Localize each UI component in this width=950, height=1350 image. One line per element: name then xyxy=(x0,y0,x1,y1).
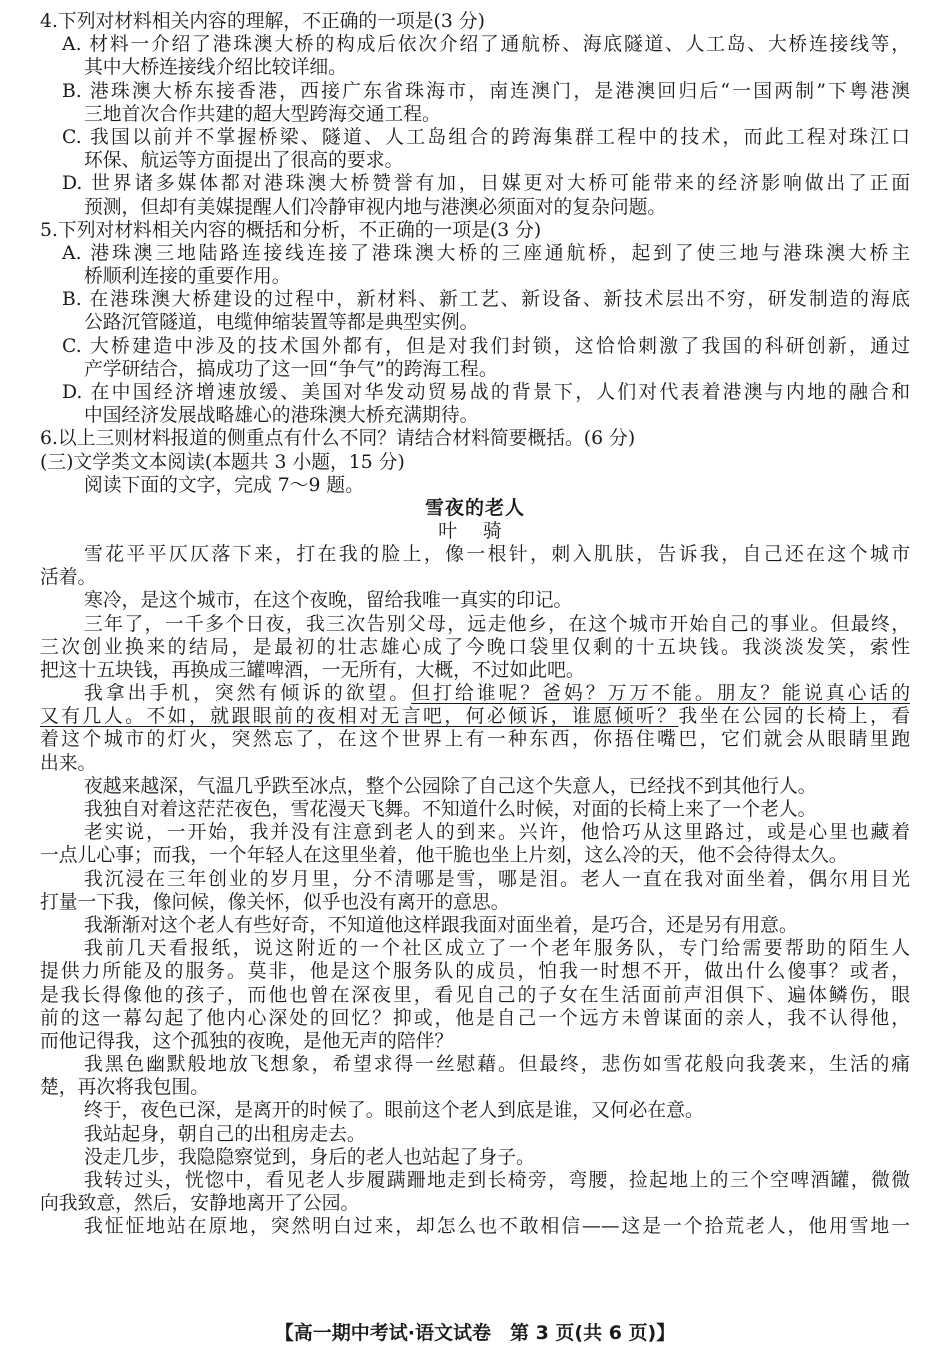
paragraph-line: 我转过头，恍惚中，看见老人步履蹒跚地走到长椅旁，弯腰，捡起地上的三个空啤酒罐，微微 xyxy=(84,1170,910,1191)
q5-option-c-line1: C. 大桥建造中涉及的技术国外都有，但是对我们封锁，这恰恰刺激了我国的科研创新，通过 xyxy=(62,335,910,357)
paragraph-line: 着这个城市的灯火，突然忘了，在这个世界上有一种东西，你捂住嘴巴，它们就会从眼睛里跑 xyxy=(40,729,910,751)
paragraph-line: 而他记得我，这个孤独的夜晚，是他无声的陪伴？ xyxy=(40,1030,454,1052)
page-footer: 【高一期中考试·语文试卷 第 3 页(共 6 页)】 xyxy=(274,1322,676,1344)
q5-option-a-line2: 桥顺利连接的重要作用。 xyxy=(84,266,291,288)
paragraph-line: 我独自对着这茫茫夜色，雪花漫天飞舞。不知道什么时候，对面的长椅上来了一个老人。 xyxy=(84,799,817,820)
q5-option-a-line1: A. 港珠澳三地陆路连接线连接了港珠澳大桥的三座通航桥，起到了使三地与港珠澳大桥主 xyxy=(62,242,910,264)
paragraph-line: 前的这一幕勾起了他内心深处的回忆？抑或，他是自己一个远方未曾谋面的亲人，我不认得他， xyxy=(40,1007,910,1029)
paragraph-line: 没走几步，我隐隐察觉到，身后的老人也站起了身子。 xyxy=(84,1146,535,1168)
paragraph-line: 我渐渐对这个老人有些好奇，不知道他这样跟我面对面坐着，是巧合，还是另有用意。 xyxy=(84,914,798,936)
paragraph-line: 活着。 xyxy=(40,567,97,589)
paragraph-line: 我沉浸在三年创业的岁月里，分不清哪是雪，哪是泪。老人一直在我对面坐着，偶尔用目光 xyxy=(84,868,910,890)
paragraph-line: 三年了，一千多个日夜，我三次告别父母，远走他乡，在这个城市开始自己的事业。但最终， xyxy=(84,613,910,635)
q5-option-b-line1: B. 在港珠澳大桥建设的过程中，新材料、新工艺、新设备、新技术层出不穷，研发制造的海底 xyxy=(62,289,910,311)
paragraph-line xyxy=(40,705,910,728)
paragraph-line: 向我致意，然后，安静地离开了公园。 xyxy=(40,1193,360,1215)
q5-option-d-line1: D. 在中国经济增速放缓、美国对华发动贸易战的背景下，人们对代表着港澳与内地的融合和 xyxy=(62,382,910,403)
q6-stem: 6.以上三则材料报道的侧重点有什么不同？请结合材料简要概括。(6 分) xyxy=(40,428,636,450)
paragraph-line: 我黑色幽默般地放飞想象，希望求得一丝慰藉。但最终，悲伤如雪花般向我袭来，生活的痛 xyxy=(84,1054,910,1076)
q5-option-c-line2: 产学研结合，搞成功了这一回“争气”的跨海工程。 xyxy=(84,358,498,380)
q4-option-d-line1: D. 世界诸多媒体都对港珠澳大桥赞誉有加，日媒更对大桥可能带来的经济影响做出了正面 xyxy=(62,173,910,195)
paragraph-line: 提供力所能及的服务。莫非，他是这个服务队的成员，怕我一时想不开，做出什么傻事？或者， xyxy=(40,961,910,983)
paragraph-line: 我怔怔地站在原地，突然明白过来，却怎么也不敢相信——这是一个拾荒老人，他用雪地一 xyxy=(84,1216,910,1238)
paragraph-line: 楚，再次将我包围。 xyxy=(40,1077,210,1099)
paragraph-line: 夜越来越深，气温几乎跌至冰点，整个公园除了自己这个失意人，已经找不到其他行人。 xyxy=(84,775,817,797)
q4-option-c-line2: 环保、航运等方面提出了很高的要求。 xyxy=(84,150,404,172)
paragraph-line: 把这十五块钱，再换成三罐啤酒，一无所有，大概，不过如此吧。 xyxy=(40,659,585,681)
paragraph-line: 终于，夜色已深，是离开的时候了。眼前这个老人到底是谁，又何必在意。 xyxy=(84,1100,704,1122)
paragraph-line xyxy=(40,682,910,705)
paragraph-line: 一点儿心事；而我，一个年轻人在这里坐着，他干脆也坐上片刻，这么冷的天，他不会待得太久。 xyxy=(40,845,848,867)
q4-option-d-line2: 预测，但却有美媒提醒人们冷静审视内地与港澳必须面对的复杂问题。 xyxy=(84,196,667,218)
text-plain: 我拿出手机，突然有倾诉的欲望。 xyxy=(84,683,412,705)
story-author: 叶 骑 xyxy=(438,520,512,542)
paragraph-line: 打量一下我，像问候，像关怀，似乎也没有离开的意思。 xyxy=(40,891,510,913)
paragraph-line: 我前几天看报纸，说这附近的一个社区成立了一个老年服务队，专门给需要帮助的陌生人 xyxy=(84,938,910,960)
paragraph-line: 是我长得像他的孩子，而他也曾在深夜里，看见自己的子女在生活面前声泪俱下、遍体鳞伤，眼 xyxy=(40,984,910,1006)
q4-option-b-line2: 三地首次合作共建的超大型跨海交通工程。 xyxy=(84,103,441,125)
paragraph-line: 寒冷，是这个城市，在这个夜晚，留给我唯一真实的印记。 xyxy=(84,590,573,612)
q4-option-a-line1: A. 材料一介绍了港珠澳大桥的构成后依次介绍了通航桥、海底隧道、人工岛、大桥连接线等， xyxy=(62,34,910,56)
q5-stem: 5.下列对材料相关内容的概括和分析，不正确的一项是(3 分) xyxy=(40,219,542,241)
q4-stem: 4.下列对材料相关内容的理解，不正确的一项是(3 分) xyxy=(40,11,485,32)
paragraph-line: 三次创业换来的结局，是最初的壮志雄心成了今晚口袋里仅剩的十五块钱。我淡淡发笑，索性 xyxy=(40,636,910,658)
paragraph-line: 老实说，一开始，我并没有注意到老人的到来。兴许，他恰巧从这里路过，或是心里也藏着 xyxy=(84,822,910,844)
exam-page xyxy=(40,10,910,1239)
q4-option-a-line2: 其中大桥连接线介绍比较详细。 xyxy=(84,57,347,79)
q5-option-b-line2: 公路沉管隧道，电缆伸缩装置等都是典型实例。 xyxy=(84,312,479,334)
text-plain: 我坐在公园的长椅上，看 xyxy=(678,706,910,728)
section-heading: (三)文学类文本阅读(本题共 3 小题，15 分) xyxy=(40,451,405,473)
q4-option-b-line1: B. 港珠澳大桥东接香港，西接广东省珠海市，南连澳门，是港澳回归后“一国两制”下粤港澳 xyxy=(62,80,910,102)
q4-option-c-line1: C. 我国以前并不掌握桥梁、隧道、人工岛组合的跨海集群工程中的技术，而此工程对珠江口 xyxy=(62,126,910,148)
paragraph-line: 出来。 xyxy=(40,752,97,774)
paragraph-line: 雪花平平仄仄落下来，打在我的脸上，像一根针，刺入肌肤，告诉我，自己还在这个城市 xyxy=(84,543,910,565)
story-title: 雪夜的老人 xyxy=(424,496,525,519)
underlined-text: 又有几人。不如，就跟眼前的夜相对无言吧，何必倾诉，谁愿倾听？ xyxy=(40,706,679,728)
reading-instruction: 阅读下面的文字，完成 7～9 题。 xyxy=(84,474,364,496)
underlined-text: 但打给谁呢？爸妈？万万不能。朋友？能说真心话的 xyxy=(411,683,910,705)
q5-option-d-line2: 中国经济发展战略雄心的港珠澳大桥充满期待。 xyxy=(84,405,479,427)
paragraph-line: 我站起身，朝自己的出租房走去。 xyxy=(84,1123,366,1145)
